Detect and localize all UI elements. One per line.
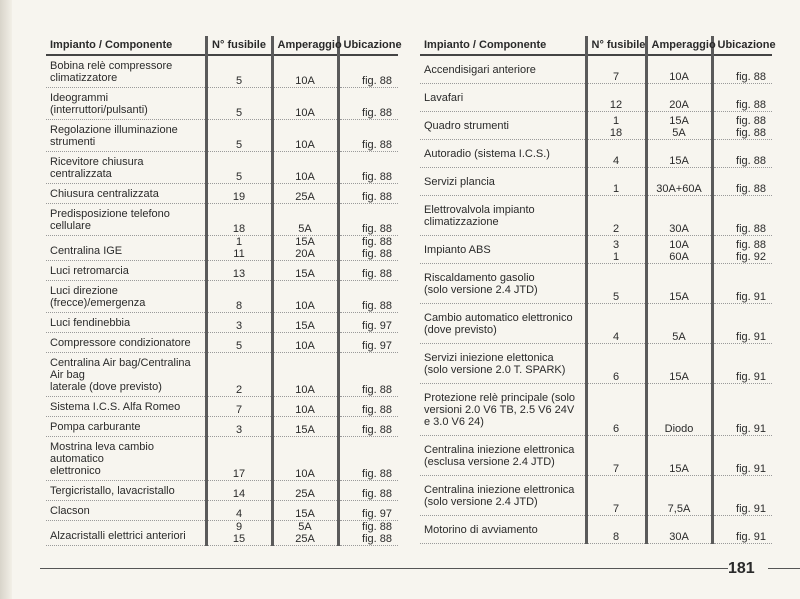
component-cell: Riscaldamento gasolio (solo versione 2.4 JTD) <box>420 264 586 304</box>
header-location: Ubicazione <box>712 36 772 55</box>
fuse-number-cell: 18 <box>206 204 272 236</box>
amperage-cell: 10A <box>272 152 338 184</box>
table-row <box>420 140 772 168</box>
fuse-number-cell: 5 <box>206 88 272 120</box>
location-cell: fig. 97 <box>338 333 398 353</box>
component-cell: Accendisigari anteriore <box>420 55 586 84</box>
amperage-cell: 10A <box>272 397 338 417</box>
location-cell: fig. 91 <box>712 264 772 304</box>
location-cell: fig. 88 <box>338 437 398 481</box>
component-cell: Autoradio (sistema I.C.S.) <box>420 140 586 168</box>
page-fold-shadow <box>0 0 12 599</box>
location-cell: fig. 91 <box>712 516 772 544</box>
component-cell: Servizi iniezione elettonica (solo versione 2.0 T. SPARK) <box>420 344 586 384</box>
amperage-cell: 10A <box>272 281 338 313</box>
location-cell: fig. 91 <box>712 436 772 476</box>
fuse-number-cell: 6 <box>586 384 646 436</box>
location-cell: fig. 88 <box>338 204 398 236</box>
component-cell: Impianto ABS <box>420 236 586 264</box>
amperage-cell: Diodo <box>646 384 712 436</box>
table-row <box>46 120 398 152</box>
page-footer <box>0 560 800 580</box>
location-cell: fig. 88 <box>338 353 398 397</box>
amperage-cell: 15A 20A <box>272 236 338 261</box>
component-cell: Elettrovalvola impianto climatizzazione <box>420 196 586 236</box>
location-cell: fig. 91 <box>712 304 772 344</box>
fuse-number-cell: 12 <box>586 84 646 112</box>
header-amperage: Amperaggio <box>272 36 338 55</box>
location-cell: fig. 88 fig. 88 <box>712 112 772 140</box>
fuse-number-cell: 3 <box>206 417 272 437</box>
location-cell: fig. 88 <box>338 152 398 184</box>
amperage-cell: 10A <box>272 333 338 353</box>
right-table-header-row <box>420 36 772 55</box>
location-cell: fig. 91 <box>712 384 772 436</box>
table-row <box>46 521 398 546</box>
amperage-cell: 10A 60A <box>646 236 712 264</box>
component-cell: Centralina iniezione elettronica (solo versione 2.4 JTD) <box>420 476 586 516</box>
footer-rule-left <box>40 568 728 569</box>
left-table-header-row <box>46 36 398 55</box>
amperage-cell: 10A <box>272 88 338 120</box>
component-cell: Mostrina leva cambio automatico elettronico <box>46 437 206 481</box>
location-cell: fig. 88 <box>338 184 398 204</box>
component-cell: Predisposizione telefono cellulare <box>46 204 206 236</box>
amperage-cell: 15A <box>646 436 712 476</box>
location-cell: fig. 91 <box>712 344 772 384</box>
component-cell: Regolazione illuminazione strumenti <box>46 120 206 152</box>
location-cell: fig. 88 <box>338 120 398 152</box>
amperage-cell: 15A <box>272 417 338 437</box>
page-number: 181 <box>728 560 755 577</box>
table-row <box>420 516 772 544</box>
table-row <box>420 264 772 304</box>
header-fuse-number: N° fusibile <box>586 36 646 55</box>
table-row <box>46 204 398 236</box>
fuse-number-cell: 4 <box>586 140 646 168</box>
fuse-number-cell: 4 <box>586 304 646 344</box>
fuse-number-cell: 7 <box>206 397 272 417</box>
header-fuse-number: N° fusibile <box>206 36 272 55</box>
left-table-body <box>46 55 398 546</box>
amperage-cell: 15A 5A <box>646 112 712 140</box>
amperage-cell: 15A <box>646 264 712 304</box>
footer-rule-right <box>768 568 800 569</box>
amperage-cell: 15A <box>646 140 712 168</box>
location-cell: fig. 88 <box>338 281 398 313</box>
table-row <box>46 88 398 120</box>
fuse-number-cell: 8 <box>206 281 272 313</box>
amperage-cell: 15A <box>272 261 338 281</box>
component-cell: Centralina Air bag/Centralina Air bag laterale (dove previsto) <box>46 353 206 397</box>
component-cell: Pompa carburante <box>46 417 206 437</box>
table-row <box>420 168 772 196</box>
location-cell: fig. 88 <box>338 55 398 88</box>
location-cell: fig. 88 <box>338 261 398 281</box>
fuse-number-cell: 1 18 <box>586 112 646 140</box>
table-row <box>46 236 398 261</box>
table-row <box>420 55 772 84</box>
table-row <box>46 152 398 184</box>
amperage-cell: 5A 25A <box>272 521 338 546</box>
fuse-number-cell: 4 <box>206 501 272 521</box>
table-row <box>46 481 398 501</box>
table-row <box>46 184 398 204</box>
table-row <box>46 333 398 353</box>
component-cell: Centralina iniezione elettronica (esclusa versione 2.4 JTD) <box>420 436 586 476</box>
component-cell: Ideogrammi (interruttori/pulsanti) <box>46 88 206 120</box>
table-row <box>46 281 398 313</box>
location-cell: fig. 88 <box>338 397 398 417</box>
location-cell: fig. 97 <box>338 501 398 521</box>
component-cell: Quadro strumenti <box>420 112 586 140</box>
fuse-number-cell: 14 <box>206 481 272 501</box>
fuse-number-cell: 2 <box>206 353 272 397</box>
location-cell: fig. 88 <box>338 481 398 501</box>
fuse-number-cell: 8 <box>586 516 646 544</box>
table-row <box>420 384 772 436</box>
header-amperage: Amperaggio <box>646 36 712 55</box>
table-row <box>420 476 772 516</box>
component-cell: Luci fendinebbia <box>46 313 206 333</box>
component-cell: Bobina relè compressore climatizzatore <box>46 55 206 88</box>
table-row <box>420 196 772 236</box>
amperage-cell: 15A <box>272 313 338 333</box>
fuse-number-cell: 3 <box>206 313 272 333</box>
fuse-number-cell: 7 <box>586 476 646 516</box>
component-cell: Protezione relè principale (solo versioni 2.0 V6 TB, 2.5 V6 24V e 3.0 V6 24) <box>420 384 586 436</box>
fuse-number-cell: 2 <box>586 196 646 236</box>
fuse-number-cell: 1 <box>586 168 646 196</box>
component-cell: Alzacristalli elettrici anteriori <box>46 521 206 546</box>
table-row <box>46 501 398 521</box>
location-cell: fig. 91 <box>712 476 772 516</box>
amperage-cell: 30A+60A <box>646 168 712 196</box>
left-fuse-table-column <box>46 36 402 546</box>
amperage-cell: 10A <box>272 437 338 481</box>
amperage-cell: 15A <box>272 501 338 521</box>
component-cell: Cambio automatico elettronico (dove previsto) <box>420 304 586 344</box>
component-cell: Chiusura centralizzata <box>46 184 206 204</box>
fuse-number-cell: 3 1 <box>586 236 646 264</box>
fuse-number-cell: 17 <box>206 437 272 481</box>
location-cell: fig. 88 fig. 88 <box>338 236 398 261</box>
amperage-cell: 25A <box>272 184 338 204</box>
fuse-number-cell: 5 <box>206 152 272 184</box>
left-fuse-table <box>46 36 402 546</box>
component-cell: Servizi plancia <box>420 168 586 196</box>
table-row <box>420 304 772 344</box>
component-cell: Centralina IGE <box>46 236 206 261</box>
table-row <box>46 417 398 437</box>
right-table-body <box>420 55 772 544</box>
amperage-cell: 10A <box>646 55 712 84</box>
location-cell: fig. 88 <box>338 417 398 437</box>
fuse-number-cell: 1 11 <box>206 236 272 261</box>
location-cell: fig. 88 <box>712 55 772 84</box>
component-cell: Sistema I.C.S. Alfa Romeo <box>46 397 206 417</box>
amperage-cell: 5A <box>272 204 338 236</box>
location-cell: fig. 88 fig. 88 <box>338 521 398 546</box>
amperage-cell: 10A <box>272 55 338 88</box>
amperage-cell: 10A <box>272 353 338 397</box>
component-cell: Ricevitore chiusura centralizzata <box>46 152 206 184</box>
table-row <box>46 55 398 88</box>
right-fuse-table-column <box>420 36 776 544</box>
location-cell: fig. 88 <box>338 88 398 120</box>
location-cell: fig. 88 <box>712 140 772 168</box>
component-cell: Clacson <box>46 501 206 521</box>
amperage-cell: 15A <box>646 344 712 384</box>
fuse-number-cell: 5 <box>206 333 272 353</box>
fuse-number-cell: 19 <box>206 184 272 204</box>
component-cell: Luci retromarcia <box>46 261 206 281</box>
component-cell: Luci direzione (frecce)/emergenza <box>46 281 206 313</box>
amperage-cell: 30A <box>646 516 712 544</box>
table-row <box>46 313 398 333</box>
table-row <box>46 353 398 397</box>
table-row <box>46 437 398 481</box>
table-row <box>420 344 772 384</box>
amperage-cell: 10A <box>272 120 338 152</box>
fuse-number-cell: 5 <box>586 264 646 304</box>
location-cell: fig. 88 <box>712 196 772 236</box>
component-cell: Lavafari <box>420 84 586 112</box>
header-component: Impianto / Componente <box>46 36 206 55</box>
table-row <box>46 397 398 417</box>
table-row <box>420 84 772 112</box>
header-component: Impianto / Componente <box>420 36 586 55</box>
amperage-cell: 30A <box>646 196 712 236</box>
amperage-cell: 5A <box>646 304 712 344</box>
table-row <box>46 261 398 281</box>
fuse-number-cell: 9 15 <box>206 521 272 546</box>
fuse-number-cell: 7 <box>586 436 646 476</box>
table-row <box>420 112 772 140</box>
location-cell: fig. 88 <box>712 168 772 196</box>
fuse-number-cell: 13 <box>206 261 272 281</box>
component-cell: Tergicristallo, lavacristallo <box>46 481 206 501</box>
component-cell: Compressore condizionatore <box>46 333 206 353</box>
amperage-cell: 25A <box>272 481 338 501</box>
amperage-cell: 20A <box>646 84 712 112</box>
amperage-cell: 7,5A <box>646 476 712 516</box>
header-location: Ubicazione <box>338 36 398 55</box>
fuse-number-cell: 5 <box>206 120 272 152</box>
fuse-number-cell: 5 <box>206 55 272 88</box>
location-cell: fig. 88 fig. 92 <box>712 236 772 264</box>
table-row <box>420 236 772 264</box>
location-cell: fig. 97 <box>338 313 398 333</box>
location-cell: fig. 88 <box>712 84 772 112</box>
table-row <box>420 436 772 476</box>
fuse-number-cell: 6 <box>586 344 646 384</box>
fuse-number-cell: 7 <box>586 55 646 84</box>
component-cell: Motorino di avviamento <box>420 516 586 544</box>
right-fuse-table <box>420 36 776 544</box>
